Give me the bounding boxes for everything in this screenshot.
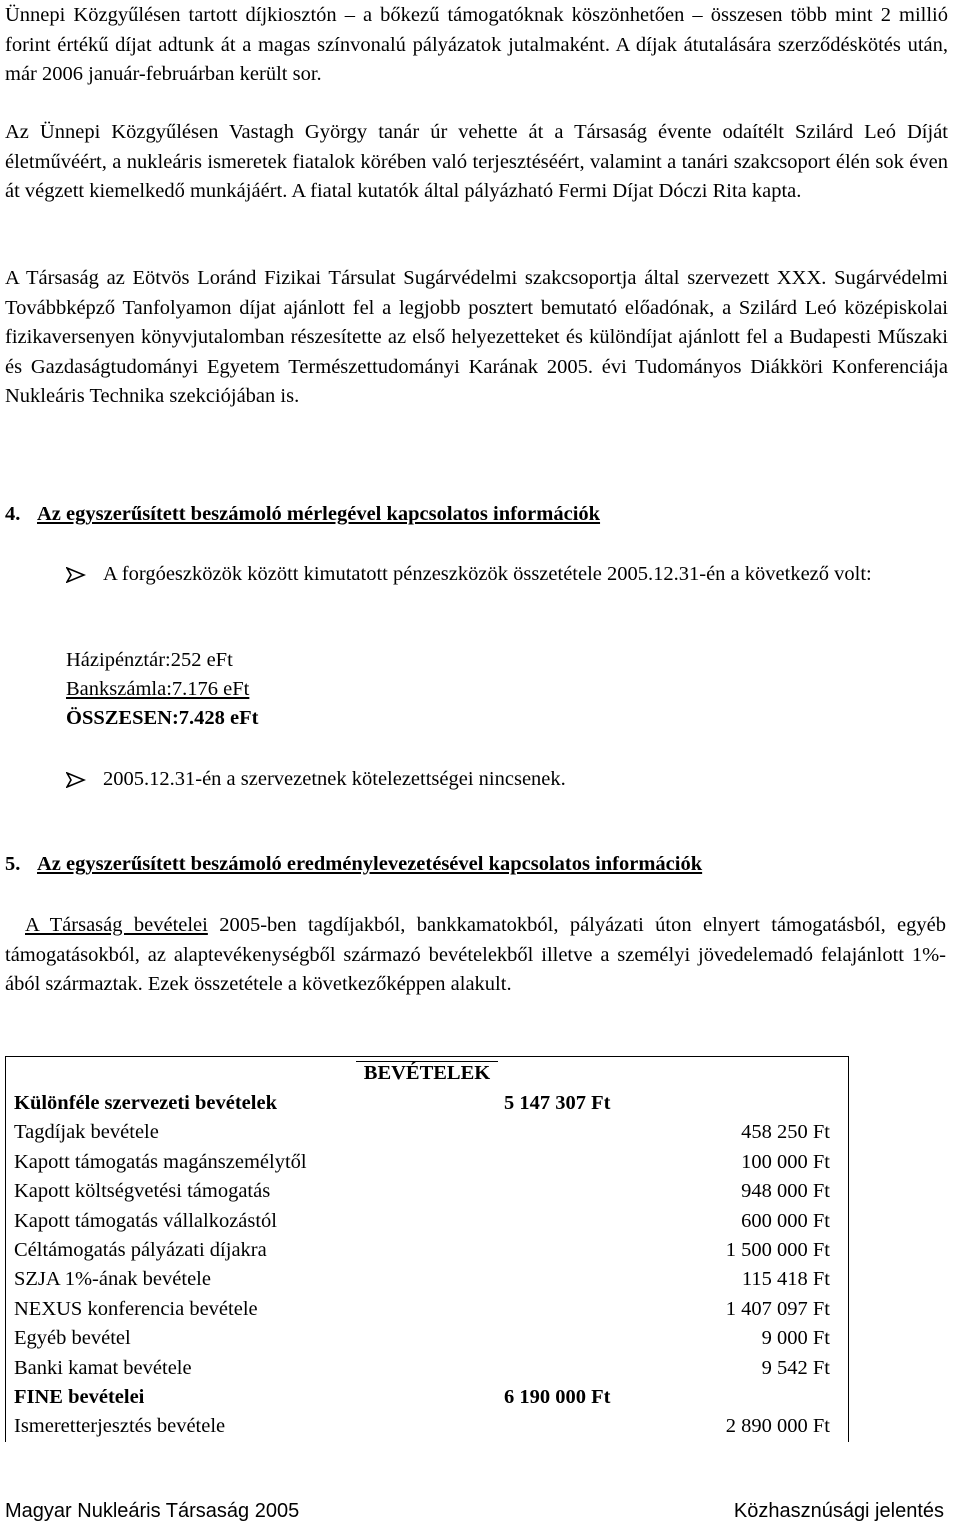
table-row xyxy=(14,1239,830,1268)
row-label: FINE bevételei xyxy=(14,1386,145,1408)
table-row xyxy=(14,1092,830,1121)
row-label: Egyéb bevétel xyxy=(14,1327,131,1350)
paragraph-szilard-prize: Az Ünnepi Közgyűlésen Vastagh György tanár úr vehette át a Társaság évente odaítélt Szilárd Leó Díját életművéért, a nukleáris ismeretek fiatalok körében való terjesztéséért, valamint a tanári szakcsoport élén sok éven át végzett kiemelkedő munkájáért. A fiatal kutatók által pályázható Fermi Díjat Dóczi Rita kapta. xyxy=(5,121,948,202)
revenue-intro-rest: 2005-ben tagdíjakból, bankkamatokból, pályázati úton elnyert támogatásból, egyéb támogatásokból, az alaptevékenységből származó bevételekből illetve a személyi jövedelemadó felajánlott 1%-ából származtak. Ezek összetétele a következőképpen alakult. xyxy=(5,914,946,995)
row-label: Kapott költségvetési támogatás xyxy=(14,1180,271,1203)
row-amount: 1 500 000 Ft xyxy=(725,1239,830,1261)
row-subtotal: 5 147 307 Ft xyxy=(504,1092,611,1114)
row-amount: 458 250 Ft xyxy=(741,1121,830,1144)
row-label: Kapott támogatás magánszemélytől xyxy=(14,1150,307,1173)
row-label: Céltámogatás pályázati díjakra xyxy=(14,1239,267,1261)
row-label: Tagdíjak bevétele xyxy=(14,1121,159,1144)
section-4-title: Az egyszerűsített beszámoló mérlegével kapcsolatos információk xyxy=(37,503,601,525)
row-label: Banki kamat bevétele xyxy=(14,1356,192,1379)
row-subtotal: 6 190 000 Ft xyxy=(504,1386,611,1408)
table-row xyxy=(14,1415,830,1444)
table-row xyxy=(14,1298,830,1327)
section-5-title: Az egyszerűsített beszámoló eredménylevezetésével kapcsolatos információk xyxy=(37,853,703,875)
footer-report-title: Közhasznúsági jelentés xyxy=(733,1500,944,1522)
row-amount: 9 542 Ft xyxy=(761,1356,830,1379)
row-amount: 115 418 Ft xyxy=(741,1268,830,1291)
table-row xyxy=(14,1327,830,1356)
bank-account-line: Bankszámla:7.176 eFt xyxy=(66,678,250,700)
table-row xyxy=(14,1268,830,1297)
paragraph-radiation-course: A Társaság az Eötvös Loránd Fizikai Társulat Sugárvédelmi szakcsoportja által szervezett XXX. Sugárvédelmi Továbbképző Tanfolyamon díjat ajánlott fel a legjobb posztert bemutató előadónak, a Szilárd Leó középiskolai fizikaversenyen könyvjutalomban részesítette az első helyezetteket és különdíjat ajánlott fel a Budapesti Műszaki és Gazdaságtudományi Egyetem Természettudományi Karának 2005. évi Tudományos Diákköri Konferenciája Nukleáris Technika szekciójában is. xyxy=(5,267,948,407)
bullet-no-liabilities-text: 2005.12.31-én a szervezetnek kötelezettségei nincsenek. xyxy=(103,768,566,790)
table-row xyxy=(14,1121,830,1150)
table-row xyxy=(14,1386,830,1415)
table-row xyxy=(14,1357,830,1386)
table-row xyxy=(14,1180,830,1209)
row-amount: 100 000 Ft xyxy=(741,1150,830,1173)
footer-organization: Magyar Nukleáris Társaság 2005 xyxy=(5,1500,300,1522)
row-label: NEXUS konferencia bevétele xyxy=(14,1297,258,1320)
row-label: Kapott támogatás vállalkozástól xyxy=(14,1209,278,1232)
row-label: Különféle szervezeti bevételek xyxy=(14,1092,277,1114)
paragraph-awards: Ünnepi Közgyűlésen tartott díjkiosztón – a bőkezű támogatóknak köszönhetően – összesen több mint 2 millió forint értékű díjat adtunk át a magas színvonalú pályázatok jutalmaként. A díjak átutalására szerződéskötés után, már 2006 január-februárban került sor. xyxy=(5,4,948,85)
section-5-number: 5. xyxy=(5,853,21,875)
row-amount: 1 407 097 Ft xyxy=(725,1297,830,1320)
row-amount: 9 000 Ft xyxy=(761,1327,830,1350)
row-amount: 948 000 Ft xyxy=(741,1180,830,1203)
revenue-intro-underlined: A Társaság bevételei xyxy=(25,914,208,936)
bullet-cash-composition xyxy=(66,560,945,590)
section-5-heading xyxy=(5,853,702,876)
arrowhead-bullet-icon xyxy=(66,560,88,583)
paragraph-revenue-intro xyxy=(5,911,946,1000)
cash-register-line: Házipénztár:252 eFt xyxy=(66,649,233,671)
revenue-table xyxy=(5,1056,849,1442)
arrowhead-bullet-icon xyxy=(66,765,88,788)
section-4-number: 4. xyxy=(5,503,21,525)
bullet-cash-text: A forgóeszközök között kimutatott pénzeszközök összetétele 2005.12.31-én a következő volt: xyxy=(103,563,872,585)
table-row xyxy=(14,1151,830,1180)
row-amount: 600 000 Ft xyxy=(741,1209,830,1232)
cash-total-line: ÖSSZESEN:7.428 eFt xyxy=(66,707,259,729)
section-4-heading xyxy=(5,503,600,526)
bullet-no-liabilities xyxy=(66,765,945,795)
row-amount: 2 890 000 Ft xyxy=(725,1415,830,1438)
row-label: Ismeretterjesztés bevétele xyxy=(14,1415,226,1438)
revenue-table-title: BEVÉTELEK xyxy=(6,1061,848,1085)
row-label: SZJA 1%-ának bevétele xyxy=(14,1268,211,1291)
table-row xyxy=(14,1210,830,1239)
